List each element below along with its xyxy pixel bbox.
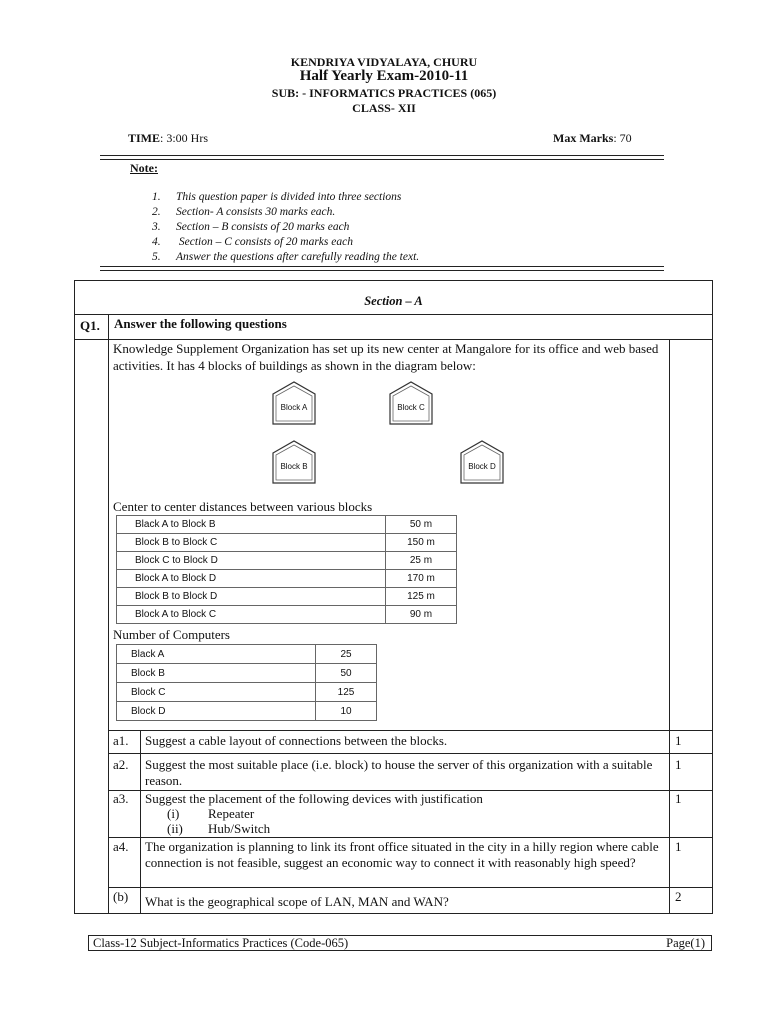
table-row: Block D 10 <box>117 702 377 721</box>
note-list <box>152 190 419 265</box>
computers-caption: Number of Computers <box>113 627 230 642</box>
footer-page-number: Page(1) <box>666 936 705 950</box>
school-name: KENDRIYA VIDYALAYA, CHURU <box>290 55 478 69</box>
q-b-label: (b) <box>113 889 129 904</box>
distance-table <box>116 515 457 624</box>
time-value: : 3:00 Hrs <box>160 131 209 145</box>
distance-caption: Center to center distances between various blocks <box>113 499 373 514</box>
question-title: Answer the following questions <box>114 316 287 331</box>
q-a1-marks: 1 <box>675 733 682 748</box>
table-row: Block A to Block C 90 m <box>117 606 457 624</box>
computers-table <box>116 644 377 721</box>
note-item: 2. Section- A consists 30 marks each. <box>152 206 336 218</box>
class-line: CLASS- XII <box>352 101 416 115</box>
q-a3-sub2-text: Hub/Switch <box>208 821 271 836</box>
block-b: Block B <box>272 440 316 484</box>
section-title: Section – A <box>364 294 423 308</box>
max-marks-info <box>553 131 632 146</box>
q-a3-text: Suggest the placement of the following devices with justification <box>145 791 483 806</box>
marks-label: Max Marks <box>553 131 614 145</box>
q-a1-label: a1. <box>113 733 129 748</box>
table-row: Block C 125 <box>117 683 377 702</box>
footer-course: Class-12 Subject-Informatics Practices (Code-065) <box>93 936 349 950</box>
q-a3-sub2-num: (ii) <box>167 821 183 836</box>
block-c: Block C <box>389 381 433 425</box>
q-a1-text: Suggest a cable layout of connections between the blocks. <box>145 733 448 748</box>
q-a2-marks: 1 <box>675 757 682 772</box>
table-row: Block C to Block D 25 m <box>117 552 457 570</box>
q-a4-marks: 1 <box>675 839 682 854</box>
table-row: Block B to Block D 125 m <box>117 588 457 606</box>
table-row: Block B 50 <box>117 664 377 683</box>
q-a3-label: a3. <box>113 791 129 806</box>
q-a3-sub1-text: Repeater <box>208 806 255 821</box>
question-number: Q1. <box>80 318 100 333</box>
page-footer <box>88 935 712 951</box>
note-item: 3. Section – B consists of 20 marks each <box>152 221 350 233</box>
table-row: Black A 25 <box>117 645 377 664</box>
q-a3-marks: 1 <box>675 791 682 806</box>
q-a4-text: The organization is planning to link its front office situated in the city in a hilly region where cable connection is not feasible, suggest an economic way to connect it with reasonably high speed? <box>145 839 659 870</box>
q-b-text: What is the geographical scope of LAN, MAN and WAN? <box>145 894 449 909</box>
marks-value: : 70 <box>613 131 632 145</box>
note-item: 4. Section – C consists of 20 marks each <box>152 236 353 248</box>
table-row: Black A to Block B 50 m <box>117 516 457 534</box>
divider-top <box>100 155 664 160</box>
question-intro: Knowledge Supplement Organization has set up its new center at Mangalore for its office and web based activities. It has 4 blocks of buildings as shown in the diagram below: <box>113 341 659 373</box>
time-info <box>128 131 208 146</box>
divider-bottom <box>100 266 664 271</box>
q-a4-label: a4. <box>113 839 129 854</box>
q-a2-text: Suggest the most suitable place (i.e. block) to house the server of this organization with a suitable reason. <box>145 757 653 788</box>
q-a3-sub1-num: (i) <box>167 806 180 821</box>
subject-line: SUB: - INFORMATICS PRACTICES (065) <box>271 86 497 100</box>
note-item: 1. This question paper is divided into three sections <box>152 191 402 203</box>
table-row: Block B to Block C 150 m <box>117 534 457 552</box>
exam-title: Half Yearly Exam-2010-11 <box>299 68 469 84</box>
q-b-marks: 2 <box>675 889 682 904</box>
q-a2-label: a2. <box>113 757 129 772</box>
block-d: Block D <box>460 440 504 484</box>
block-a: Block A <box>272 381 316 425</box>
note-title: Note: <box>130 161 158 175</box>
time-label: TIME <box>128 131 161 145</box>
note-item: 5. Answer the questions after carefully reading the text. <box>152 251 420 263</box>
table-row: Block A to Block D 170 m <box>117 570 457 588</box>
